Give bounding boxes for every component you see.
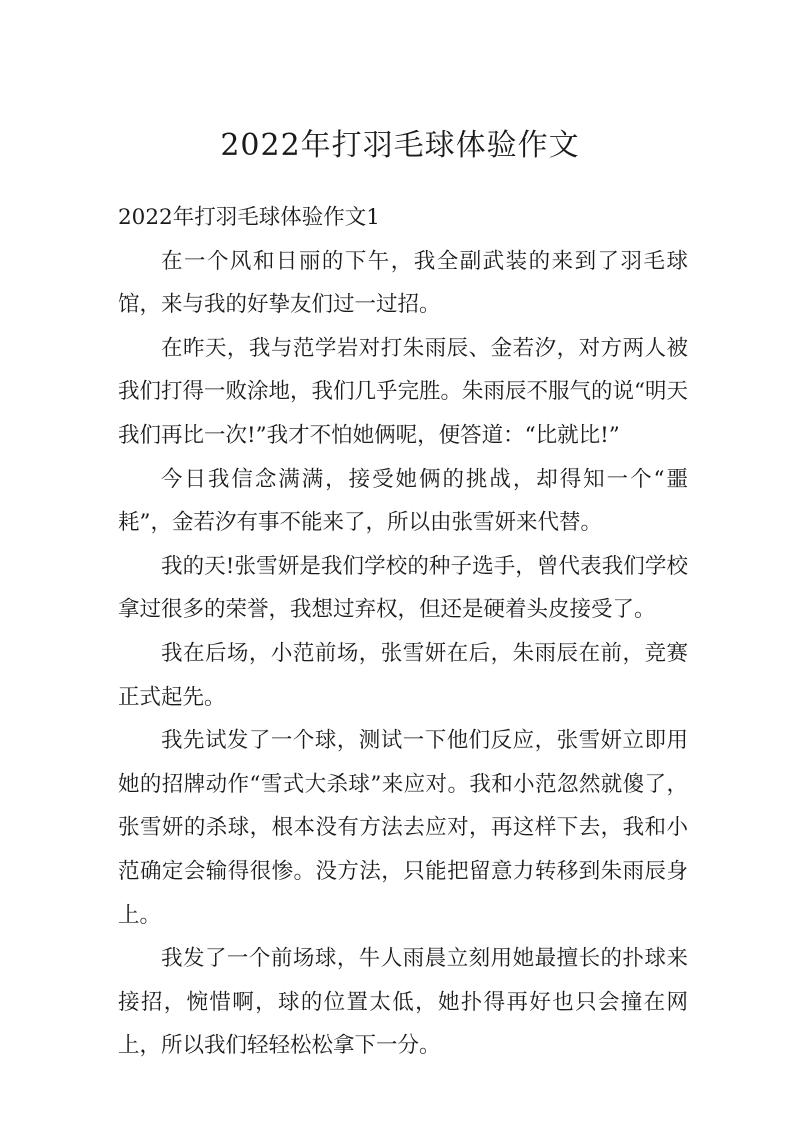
paragraph: 我的天!张雪妍是我们学校的种子选手，曾代表我们学校拿过很多的荣誉，我想过弃权，但还是硬着头皮接受了。 (118, 553, 688, 623)
paragraph: 我先试发了一个球，测试一下他们反应，张雪妍立即用她的招牌动作“雪式大杀球”来应对。我和小范忽然就傻了，张雪妍的杀球，根本没有方法去应对，再这样下去，我和小范确定会输得很惨。没方法，只能把留意力转移到朱雨辰身上。 (118, 728, 688, 928)
paragraph: 在昨天，我与范学岩对打朱雨辰、金若汐，对方两人被我们打得一败涂地，我们几乎完胜。朱雨辰不服气的说“明天我们再比一次!”我才不怕她俩呢，便答道：“比就比!” (118, 335, 688, 448)
paragraph: 我发了一个前场球，牛人雨晨立刻用她最擅长的扑球来接招，惋惜啊，球的位置太低，她扑得再好也只会撞在网上，所以我们轻轻松松拿下一分。 (118, 946, 688, 1059)
document-title: 2022年打羽毛球体验作文 (220, 128, 580, 163)
paragraph: 今日我信念满满，接受她俩的挑战，却得知一个“噩耗”，金若汐有事不能来了，所以由张雪妍来代替。 (118, 466, 688, 536)
essay-subtitle: 2022年打羽毛球体验作文1 (118, 205, 380, 230)
document-body (118, 196, 688, 1068)
paragraph: 在一个风和日丽的下午，我全副武装的来到了羽毛球馆，来与我的好挚友们过一过招。 (118, 248, 688, 318)
paragraph: 我在后场，小范前场，张雪妍在后，朱雨辰在前，竞赛正式起先。 (118, 640, 688, 710)
